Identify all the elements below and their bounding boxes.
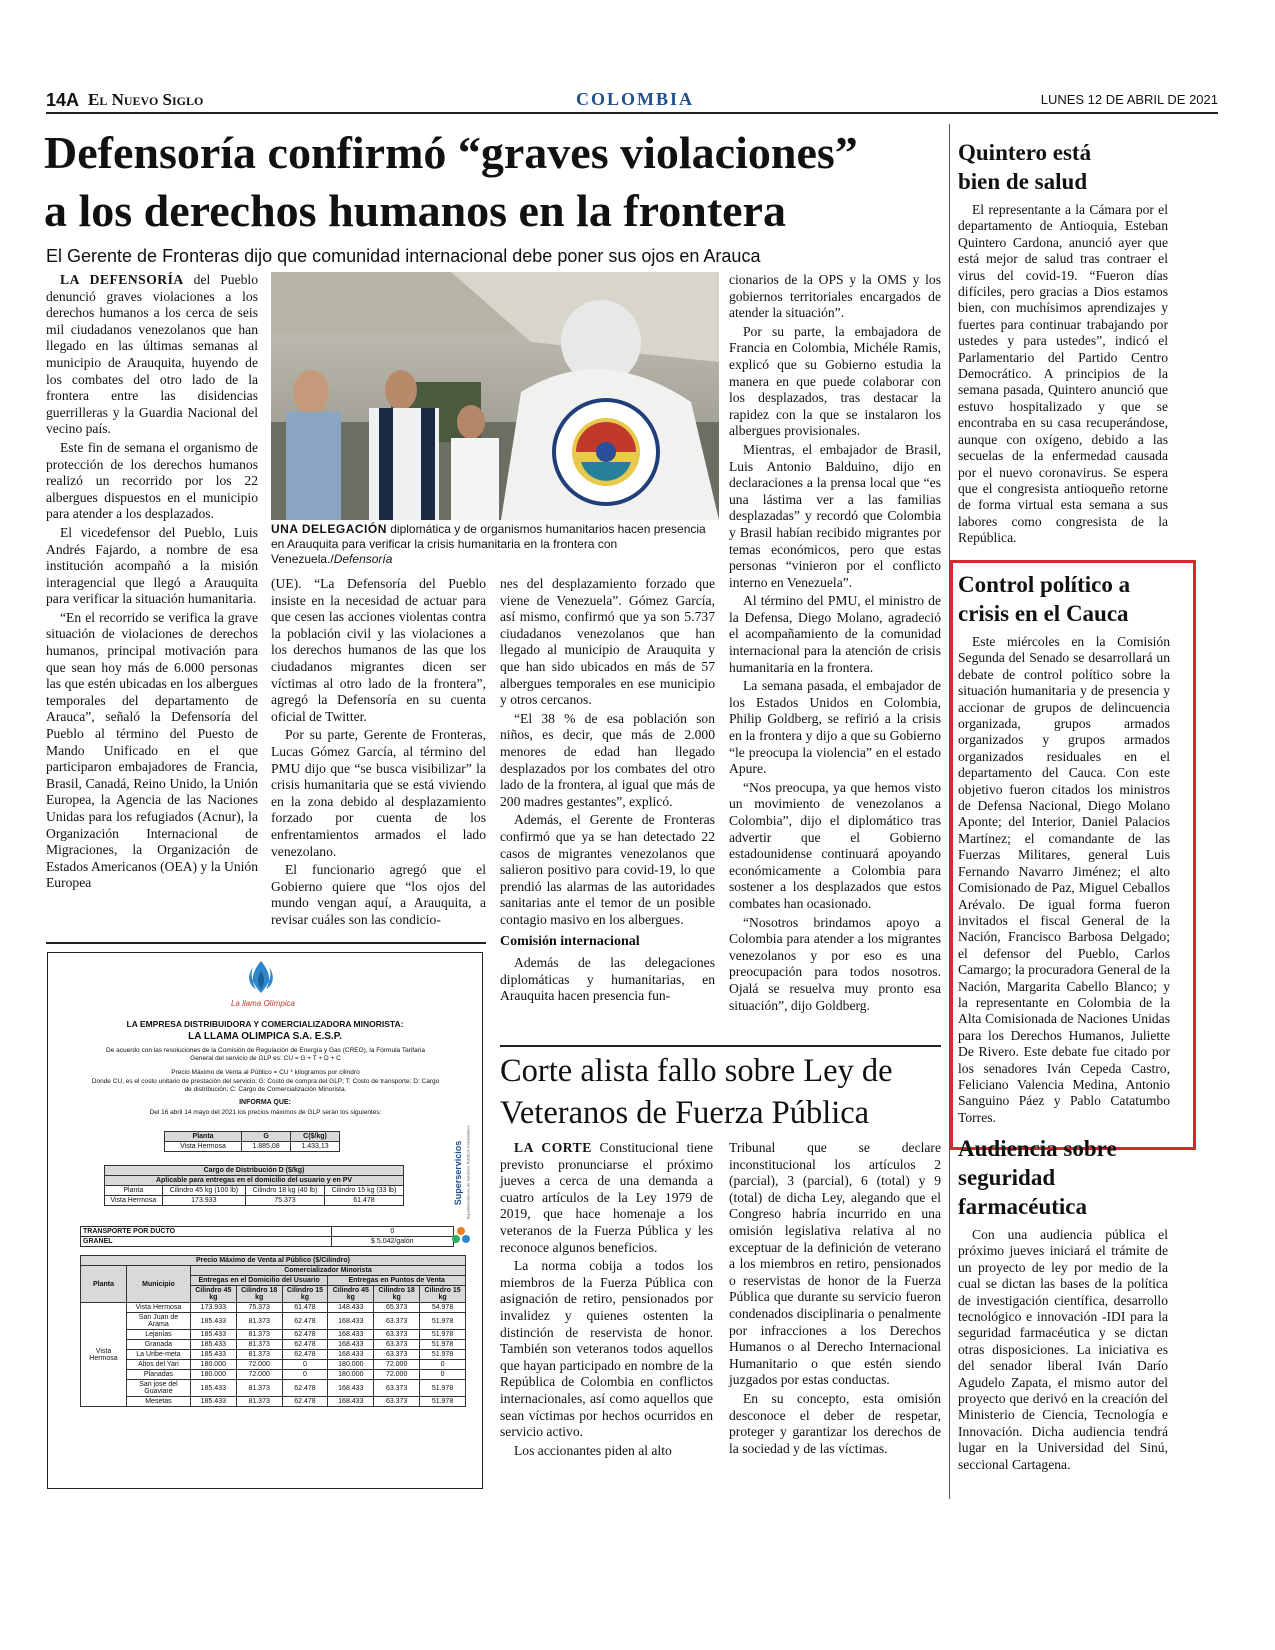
main-col-3: [500, 576, 715, 1007]
table-row: [81, 1313, 466, 1330]
t1-c0: Vista Hermosa: [165, 1142, 242, 1152]
sidebar-item-2: [958, 570, 1170, 1126]
t4-price: 0: [282, 1370, 328, 1380]
page-date: LUNES 12 DE ABRIL DE 2021: [1040, 92, 1218, 107]
t4-price: 62.478: [282, 1330, 328, 1340]
t1-c1: 1.885,08: [242, 1142, 291, 1152]
main-col2-p1: (UE). “La Defensoría del Pueblo insiste en la necesidad de actuar para que cesen las acciones violentas contra la población civil y las violaciones a los derechos humanos de las que los ciudadanos migrantes dicen ser víctimas al otro lado de la frontera”, agregó la Defensoría en su cuenta oficial de Twitter.: [271, 576, 486, 724]
second-col1-p3: Los accionantes piden al alto: [514, 1442, 672, 1458]
main-col4-p6: “Nos preocupa, ya que hemos visto un movimiento de venezolanos a Colombia”, dijo el diplomático tras advertir que el Gobierno estadounidense continuará apoyando económicamente a Colombia para sostener a los desplazados que estos combates han ocasionado.: [729, 779, 941, 911]
t1-h1: G: [242, 1132, 291, 1142]
main-col3-p4: Además de las delegaciones diplomáticas y humanitarias, en Arauquita hacen presencia fun-: [500, 955, 715, 1004]
main-col4-p7: “Nosotros brindamos apoyo a Colombia para atender a los migrantes venezolanos y por eso es una preocupación para todos nosotros. Ojalá se resuelva muy pronto esa situación”, dijo Goldberg.: [729, 914, 941, 1013]
photo-caption: [271, 522, 719, 567]
t4-price: 75.373: [236, 1303, 282, 1313]
second-col-2: [729, 1140, 941, 1459]
t1-c2: 1.433,13: [291, 1142, 340, 1152]
ad-line4: Precio Máximo de Venta al Público = CU * kilogramos por cilindro: [171, 1069, 360, 1076]
flame-logo-icon: [238, 959, 284, 997]
t4-price: 81.373: [236, 1350, 282, 1360]
second-col2-p1: Tribunal que se declare inconstitucional los artículos 2 (parcial), 3 (parcial), 6 (total) y 9 (total) de dicha Ley, alegando que el Congreso habría incurrido en una omisión legislativa relativa al no exceptuar de la definición de veterano a los miembros en retiro, pensionados o reservistas de honor de la Fuerza Pública que durante su servicio fueron condenados disciplinaria o penalmente por infracciones a los Derechos Humanos o al Derecho Internacional Humanitario o que estén siendo juzgados por estas conductas.: [729, 1140, 941, 1388]
t4-planta: Vista Hermosa: [81, 1303, 127, 1407]
t4-price: 65.373: [374, 1303, 420, 1313]
t4-price: 168.433: [328, 1340, 374, 1350]
t1-h0: Planta: [165, 1132, 242, 1142]
t4-price: 148.433: [328, 1303, 374, 1313]
t3-r0-label: TRANSPORTE POR DUCTO: [81, 1227, 332, 1237]
t4-price: 0: [420, 1370, 466, 1380]
second-lead: LA CORTE: [514, 1140, 592, 1155]
main-col1-p2: Este fin de semana el organismo de protección de los derechos humanos realizó un recorrido por los 22 albergues dispuestos en el municipio para atender a los desplazados.: [46, 439, 258, 522]
table-row: [81, 1397, 466, 1407]
t4-price: 185.433: [190, 1330, 236, 1340]
ad-informa: INFORMA QUE:: [239, 1099, 291, 1106]
sidebar-item-1: [958, 138, 1168, 547]
t4-price: 63.373: [374, 1330, 420, 1340]
main-photo: [271, 272, 719, 520]
glp-price-ad: [47, 952, 483, 1489]
t4-price: 72.000: [236, 1370, 282, 1380]
second-col1-p1: Constitucional tiene previsto pronunciarse el próximo jueves a cerca de una demanda a cuatro artículos de la Ley 1979 de 2019, que hace homenaje a los veteranos de la Fuerza Pública y les reconoce algunos beneficios.: [500, 1140, 713, 1255]
t4-price: 63.373: [374, 1313, 420, 1330]
table-row: [81, 1340, 466, 1350]
superservicios-logo: [443, 1125, 477, 1248]
t4-price: 62.478: [282, 1340, 328, 1350]
sidebar-item-2-body: Este miércoles en la Comisión Segunda del Senado se desarrollará un debate de control político sobre la situación humanitaria y de presencia y accionar de grupos de delincuencia organizada, grupos armados organizados y grupos armados organizados residuales en el departamento del Cauca. Con este objetivo fueron citados los ministros de Defensa Nacional, Diego Molano Aponte; del Interior, Daniel Palacios Martínez; el comandante de las Fuerzas Militares, general Luis Fernando Navarro Jiménez; el alto Comisionado de Paz, Miguel Ceballos Arévalo. De igual forma fueron invitados el fiscal General de la Nación, Francisco Barbosa Delgado; el defensor del Pueblo, Carlos Camargo; la procuradora General de la Nación, Margarita Cabello Blanco; y la representante en Colombia de la Alta Comisionada de Naciones Unidas para los Derechos Humanos, Juliette De Rivero. Este debate fue citado por los senadores Iván Cepeda Castro, Feliciano Valencia Medina, Antonio Sanguino Páez y Pablo Catatumbo Torres.: [958, 634, 1170, 1125]
t4-price: 63.373: [374, 1380, 420, 1397]
t4-price: 180.000: [190, 1370, 236, 1380]
second-col1-p2: La norma cobija a todos los miembros de la Fuerza Pública con asignación de retiro, pensionados por invalidez y quienes ostenten la distinción de reservista de honor. También son veteranos todos aquellos que hayan participado en nombre de la República de Colombia en conflictos internacionales, así como aquellos que sean víctimas por hechos ocurridos en servicio activo.: [500, 1258, 713, 1440]
photo-caption-lead: UNA DELEGACIÓN: [271, 522, 387, 536]
second-headline-line1: Corte alista fallo sobre Ley de: [500, 1053, 893, 1089]
page-number: 14A: [46, 90, 80, 110]
superservicios-text: Superservicios: [453, 1140, 463, 1206]
ad-line3: De acuerdo con las resoluciones de la Comisión de Regulación de Energía y Gas (CREG), la Fórmula Tarifaria General del servicio de GLP es: CU = G + T + D + C: [106, 1047, 425, 1062]
t4-price: 0: [420, 1360, 466, 1370]
t2-c1: 173.933: [162, 1196, 245, 1206]
main-col-4: [729, 272, 941, 1016]
t2-h1: Cilindro 45 kg (100 lb): [162, 1186, 245, 1196]
t4-price: 51.978: [420, 1397, 466, 1407]
main-col3-p1: nes del desplazamiento forzado que viene de Venezuela”. Gómez García, así mismo, confirmó que ya son 5.737 ciudadanos venezolanos que han llegado al municipio de Arauquita y que han sido ubicados en más de 57 albergues temporales en ese municipio y otros cercanos.: [500, 576, 715, 708]
main-col3-p3: Además, el Gerente de Fronteras confirmó que ya se han detectado 22 casos de migrantes venezolanos que salieron positivo para covid-19, lo que prendió las alarmas de las autoridades sanitarias ante el temor de un posible contagio masivo en los albergues.: [500, 812, 715, 927]
t2-h2: Cilindro 18 kg (40 lb): [246, 1186, 325, 1196]
main-deck: El Gerente de Fronteras dijo que comunidad internacional debe poner sus ojos en Arauca: [46, 246, 761, 266]
t4-cyl-header: Cilindro 15 kg: [282, 1286, 328, 1303]
t4-municipio: La Uribe-meta: [127, 1350, 191, 1360]
t4-price: 72.000: [236, 1360, 282, 1370]
table-row: [81, 1350, 466, 1360]
sidebar-item-3: [958, 1134, 1168, 1473]
t4-price: 81.373: [236, 1380, 282, 1397]
sidebar-item-3-body: Con una audiencia pública el próximo jueves iniciará el trámite de un proyecto de ley por medio de la cual se dictan las bases de la política de investigación científica, desarrollo tecnológico e innovación -IDI para la seguridad farmacéutica y se dictan otras disposiciones. La iniciativa es del senador liberal Iván Darío Agudelo Zapata, el mismo autor del proyecto que derivó en la creación del Ministerio de Ciencia, Tecnología e Innovación. Dicha audiencia tendrá lugar en la Universidad del Sinú, seccional Cartagena.: [958, 1227, 1168, 1472]
t4-municipio: Vista Hermosa: [127, 1303, 191, 1313]
t2-title: Cargo de Distribución D ($/kg): [105, 1166, 404, 1176]
t4-price: 62.478: [282, 1380, 328, 1397]
t4-price: 51.978: [420, 1313, 466, 1330]
t4-cyl-header: Cilindro 45 kg: [190, 1286, 236, 1303]
t2-c0: Vista Hermosa: [105, 1196, 163, 1206]
t4-municipio: Granada: [127, 1340, 191, 1350]
ad-line2: LA LLAMA OLIMPICA S.A. E.S.P.: [188, 1031, 342, 1042]
t4-price: 168.433: [328, 1380, 374, 1397]
t2-h3: Cilindro 15 kg (33 lb): [324, 1186, 403, 1196]
t4-cyl-header: Cilindro 45 kg: [328, 1286, 374, 1303]
sidebar-item-1-body: El representante a la Cámara por el departamento de Antioquia, Esteban Quintero Cardona, anunció ayer que está mejor de salud tras contraer el virus del covid-19. “Fueron días difíciles, pero gracias a Dios estamos bien, con muchísimos aprendizajes y fuertes para continuar trabajando por ustedes y para ustedes”, indicó el Parlamentario del Partido Centro Democrático. A principios de la semana pasada, Quintero anunció que estuvo hospitalizado y que se encontraba en su casa recuperándose, aunque con oxígeno, debido a las secuelas de la enfermedad causada por el nuevo coronavirus. Se espera que el congresista antioqueño retorne de forma virtual esta semana a sus labores como congresista de la República.: [958, 202, 1168, 546]
t4-price: 185.433: [190, 1380, 236, 1397]
t4-price: 81.373: [236, 1330, 282, 1340]
main-col1-p3: El vicedefensor del Pueblo, Luis Andrés Fajardo, a nombre de esa institución acompañó a la misión interagencial que llegó a Arauquita para verificar la situación humanitaria.: [46, 524, 258, 607]
t4-price: 81.373: [236, 1340, 282, 1350]
t4-municipio: Planadas: [127, 1370, 191, 1380]
t4-price: 63.373: [374, 1340, 420, 1350]
t4-municipio: Lejanías: [127, 1330, 191, 1340]
t4-price: 51.978: [420, 1340, 466, 1350]
t4-price: 185.433: [190, 1350, 236, 1360]
t4-price: 168.433: [328, 1330, 374, 1340]
ad-table-g-c: [164, 1131, 340, 1152]
second-article-rule: [500, 1045, 941, 1047]
t4-price: 168.433: [328, 1397, 374, 1407]
main-col1-p4: “En el recorrido se verifica la grave situación de violaciones de derechos humanos, principal motivación para que sean hoy más de 6.000 personas las que estén ubicadas en los albergues temporales del departamento de Arauca”, señaló la Defensoría del Pueblo al término del Puesto de Mando Unificado en el que participaron embajadores de Francia, Brasil, Canadá, Reino Unido, la Unión Europea, la Agencia de las Naciones Unidas para los refugiados (Acnur), la Organización Internacional de Migraciones, la Organización de Estados Americanos (OEA) y la Unión Europea: [46, 609, 258, 891]
t2-subtitle: Aplicable para entregas en el domicilio del usuario y en PV: [105, 1176, 404, 1186]
main-col4-p1: cionarios de la OPS y la OMS y los gobiernos territoriales encargados de atender la situación”.: [729, 272, 941, 321]
main-col3-p2: “El 38 % de esa población son niños, es decir, que más de 2.000 menores de edad han llegado desplazados por los combates del otro lado de la frontera, al igual que más de 200 madres gestantes”, explicó.: [500, 710, 715, 809]
t4-price: 180.000: [328, 1360, 374, 1370]
table-row: [81, 1330, 466, 1340]
t4-price: 81.373: [236, 1313, 282, 1330]
t4-col-planta: Planta: [81, 1266, 127, 1303]
t4-cyl-header: Cilindro 18 kg: [236, 1286, 282, 1303]
paper-name: El Nuevo Siglo: [88, 90, 204, 109]
t4-price: 185.433: [190, 1397, 236, 1407]
ad-line6: Del 16 abril 14 mayo del 2021 los precios máximos de GLP serán los siguientes:: [149, 1109, 382, 1116]
main-col-1: [46, 272, 258, 894]
t4-group2: Entregas en Puntos de Venta: [328, 1276, 466, 1286]
t4-price: 173.933: [190, 1303, 236, 1313]
ad-logo-text: La llama Olímpica: [230, 999, 296, 1008]
t4-price: 63.373: [374, 1350, 420, 1360]
t4-price: 168.433: [328, 1313, 374, 1330]
ad-line1: LA EMPRESA DISTRIBUIDORA Y COMERCIALIZADORA MINORISTA:: [126, 1019, 404, 1029]
t4-price: 0: [282, 1360, 328, 1370]
t4-price: 72.000: [374, 1360, 420, 1370]
ad-line5: Donde CU, es el costo unitario de prestación del servicio; G: Costo de compra del GLP; T: Costo de transporte; D: Cargo de distribución; C: Cargo de Comercialización Minorista.: [91, 1078, 440, 1093]
main-headline-line1: Defensoría confirmó “graves violaciones”: [44, 127, 858, 178]
t4-price: 62.478: [282, 1397, 328, 1407]
ad-rule: [46, 942, 486, 944]
t4-sub: Comercializador Minorista: [190, 1266, 465, 1276]
t2-h0: Planta: [105, 1186, 163, 1196]
main-col4-p5: La semana pasada, el embajador de los Estados Unidos en Colombia, Philip Goldberg, se refirió a la crisis en la frontera y dijo a que su Gobierno “le preocupa la violencia” en el estado Apure.: [729, 678, 941, 777]
t4-price: 62.478: [282, 1350, 328, 1360]
t4-price: 54.978: [420, 1303, 466, 1313]
t3-r1-label: GRANEL: [81, 1237, 332, 1247]
t4-price: 81.373: [236, 1397, 282, 1407]
t4-price: 51.978: [420, 1330, 466, 1340]
t4-price: 185.433: [190, 1313, 236, 1330]
superservicios-icon: [451, 1226, 471, 1246]
t4-municipio: San jose del Guaviare: [127, 1380, 191, 1397]
main-subhead: Comisión internacional: [500, 934, 640, 950]
photo-illustration: [271, 272, 719, 520]
t4-price: 185.433: [190, 1340, 236, 1350]
section-title: COLOMBIA: [575, 89, 694, 109]
sidebar-item-3-title: Audiencia sobre seguridad farmacéutica: [958, 1136, 1117, 1219]
main-lead: LA DEFENSORÍA: [60, 272, 184, 287]
t3-r1-value: $ 5.042/galón: [331, 1237, 453, 1247]
t2-c2: 75.373: [246, 1196, 325, 1206]
t4-price: 62.478: [282, 1313, 328, 1330]
main-col2-p2: Por su parte, Gerente de Fronteras, Lucas Gómez García, al término del PMU dijo que “se busca visibilizar” la crisis humanitaria que se está viviendo en la zona debido al desplazamiento forzado por cuenta de los enfrentamientos armados el lado venezolano.: [271, 727, 486, 859]
t4-price: 180.000: [328, 1370, 374, 1380]
table-row: [81, 1370, 466, 1380]
second-headline: [500, 1050, 945, 1134]
t4-group1: Entregas en el Domicilio del Usuario: [190, 1276, 327, 1286]
t4-title: Precio Máximo de Venta al Público ($/Cilindro): [81, 1256, 466, 1266]
t4-price: 180.000: [190, 1360, 236, 1370]
photo-caption-text: diplomática y de organismos humanitarios hacen presencia en Arauquita para verificar la crisis humanitaria en la frontera con Venezuela./: [271, 522, 706, 566]
main-headline-line2: a los derechos humanos en la frontera: [44, 185, 786, 236]
table-row: [81, 1303, 466, 1313]
t4-price: 63.373: [374, 1397, 420, 1407]
t3-r0-value: 0: [331, 1227, 453, 1237]
t4-municipio: Mesetas: [127, 1397, 191, 1407]
main-col4-p4: Al término del PMU, el ministro de la Defensa, Diego Molano, agradeció el acompañamiento de la comunidad internacional para la atención de crisis humanitaria en la frontera.: [729, 593, 941, 675]
t4-price: 61.478: [282, 1303, 328, 1313]
sidebar-item-1-title: Quintero está bien de salud: [958, 140, 1092, 194]
photo-credit: Defensoría: [333, 552, 393, 566]
t4-price: 168.433: [328, 1350, 374, 1360]
main-col2-p3: El funcionario agregó que el Gobierno quiere que “los ojos del mundo vengan aquí, a Arauquita, a revisar cuáles son las condicio-: [271, 862, 486, 927]
t4-price: 51.978: [420, 1380, 466, 1397]
t4-price: 72.000: [374, 1370, 420, 1380]
main-col1-p1: del Pueblo denunció graves violaciones a los derechos humanos a los cerca de seis mil ciudadanos venezolanos que han llegado en las últimas semanas al municipio de Arauquita, huyendo de los combates del otro lado de la frontera entre las disidencias guerrilleras y la Guardia Nacional del vecino país.: [46, 272, 258, 437]
t2-c3: 61.478: [324, 1196, 403, 1206]
ad-table-distribucion: [104, 1165, 404, 1206]
main-headline: [44, 124, 974, 240]
t4-price: 51.978: [420, 1350, 466, 1360]
table-row: [81, 1380, 466, 1397]
ad-table-precio-maximo: [80, 1255, 466, 1407]
header-rule: [46, 112, 1218, 114]
t4-cyl-header: Cilindro 18 kg: [374, 1286, 420, 1303]
t4-municipio: San Juan de Arama: [127, 1313, 191, 1330]
second-headline-line2: Veteranos de Fuerza Pública: [500, 1095, 870, 1131]
t4-cyl-header: Cilindro 15 kg: [420, 1286, 466, 1303]
second-col-1: [500, 1140, 713, 1461]
sidebar-item-2-title: Control político a crisis en el Cauca: [958, 572, 1131, 626]
t1-h2: C($/kg): [291, 1132, 340, 1142]
t4-col-municipio: Municipio: [127, 1266, 191, 1303]
ad-table-transporte: [80, 1226, 454, 1247]
main-col4-p2: Por su parte, la embajadora de Francia en Colombia, Michéle Ramis, explicó que su Gobierno estudia la manera en que puede colaborar con los desplazados, tras destacar la rapidez con la que se instalaron los albergues provisionales.: [729, 323, 941, 439]
table-row: [81, 1360, 466, 1370]
t4-municipio: Altos del Yari: [127, 1360, 191, 1370]
second-col2-p2: En su concepto, esta omisión desconoce el deber de respetar, proteger y garantizar los derechos de la sociedad y de las víctimas.: [729, 1390, 941, 1456]
main-col-2: [271, 576, 486, 930]
main-col4-p3: Mientras, el embajador de Brasil, Luis Antonio Balduino, dijo en declaraciones a la prensa local que “es una lástima ver a las familias desplazadas” y recordó que Colombia y Brasil habían recibido migrantes por temas económicos, pero que estas personas “vinieron por el conflicto interno en Venezuela”.: [729, 441, 941, 590]
superservicios-subtext: Superintendencia de Servicios Públicos Domiciliarios: [465, 1125, 471, 1220]
